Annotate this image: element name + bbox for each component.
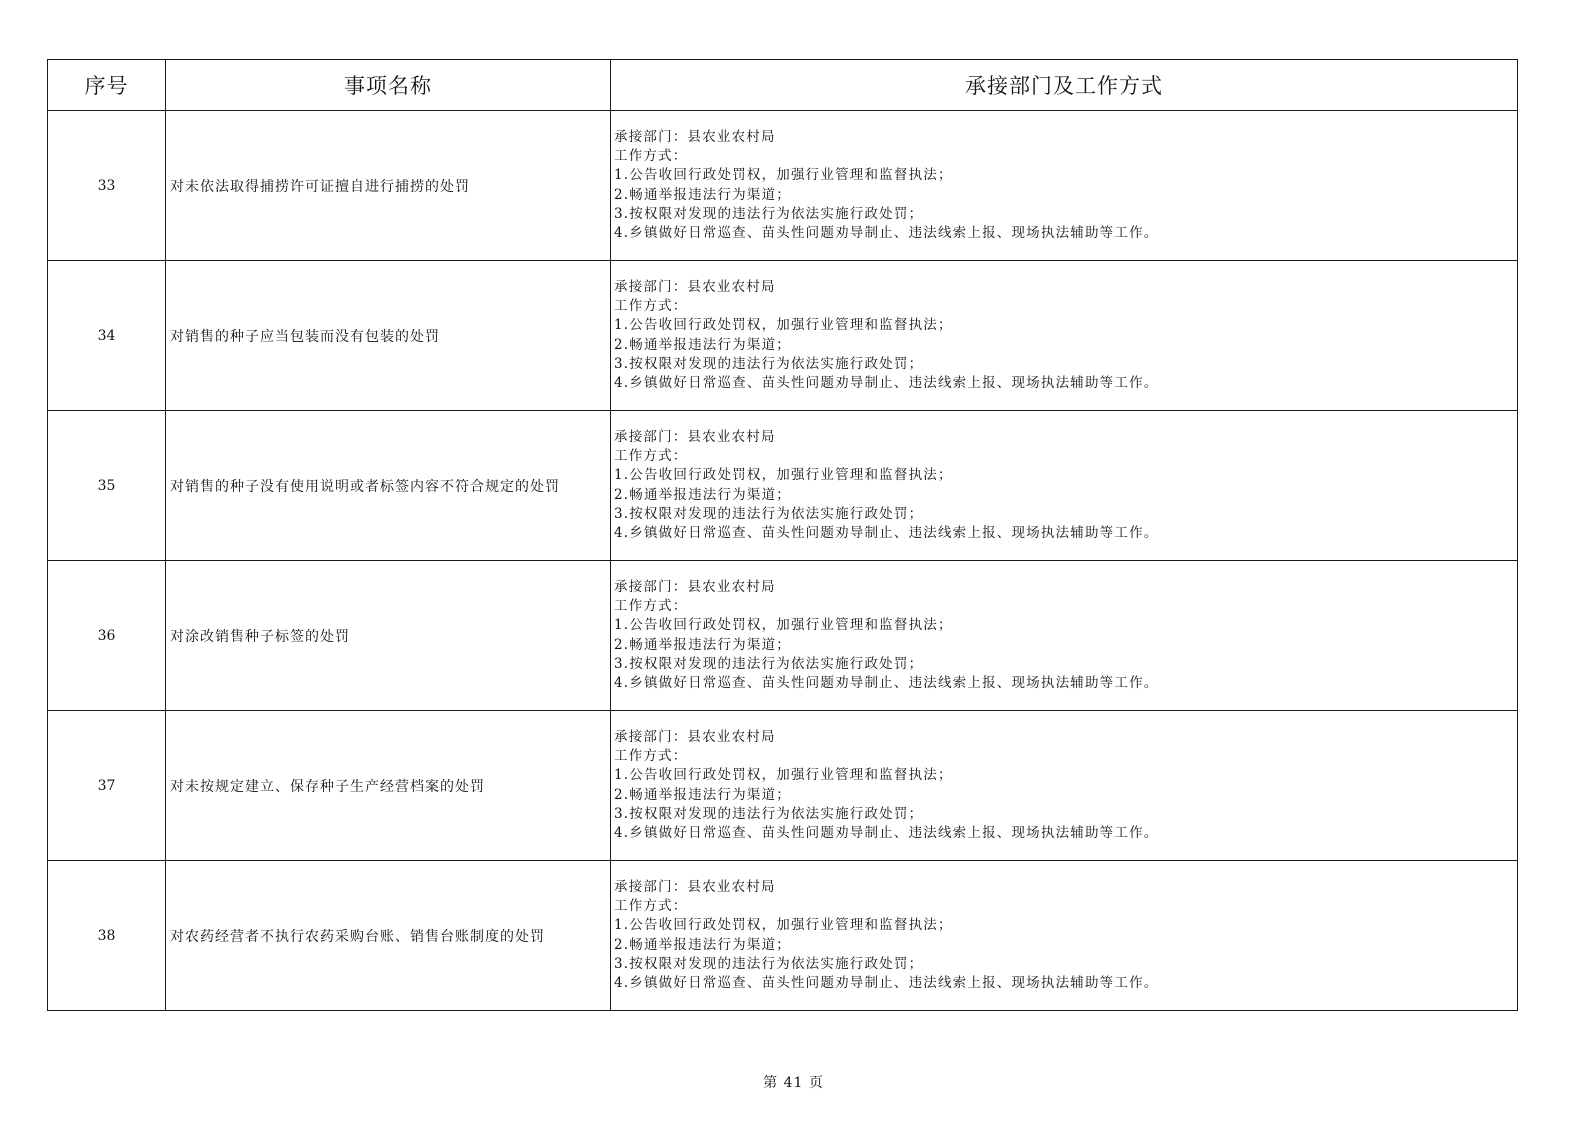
matter-name-cell: 对未依法取得捕捞许可证擅自进行捕捞的处罚	[166, 111, 611, 261]
matter-name-cell: 对销售的种子没有使用说明或者标签内容不符合规定的处罚	[166, 411, 611, 561]
dept-line: 3.按权限对发现的违法行为依法实施行政处罚；	[614, 955, 924, 972]
table-row	[48, 261, 1518, 411]
page-number: 第 41 页	[763, 1075, 824, 1091]
dept-line: 2.畅通举报违法行为渠道；	[614, 486, 791, 503]
table-body	[48, 111, 1518, 1011]
seq-cell: 38	[48, 861, 166, 1011]
seq-cell: 36	[48, 561, 166, 711]
seq-cell: 35	[48, 411, 166, 561]
matters-table	[47, 59, 1518, 1011]
seq-cell: 33	[48, 111, 166, 261]
table-row	[48, 111, 1518, 261]
dept-line: 承接部门：县农业农村局	[614, 428, 776, 445]
dept-line: 3.按权限对发现的违法行为依法实施行政处罚；	[614, 655, 924, 672]
dept-line: 2.畅通举报违法行为渠道；	[614, 186, 791, 203]
dept-line: 4.乡镇做好日常巡查、苗头性问题劝导制止、违法线索上报、现场执法辅助等工作。	[614, 524, 1159, 541]
dept-method-cell	[611, 561, 1518, 711]
dept-line: 1.公告收回行政处罚权，加强行业管理和监督执法；	[614, 167, 953, 184]
dept-line: 承接部门：县农业农村局	[614, 578, 776, 595]
dept-line: 4.乡镇做好日常巡查、苗头性问题劝导制止、违法线索上报、现场执法辅助等工作。	[614, 374, 1159, 391]
table-row	[48, 411, 1518, 561]
dept-line: 1.公告收回行政处罚权，加强行业管理和监督执法；	[614, 317, 953, 334]
dept-line: 1.公告收回行政处罚权，加强行业管理和监督执法；	[614, 617, 953, 634]
dept-method-cell	[611, 711, 1518, 861]
dept-line: 3.按权限对发现的违法行为依法实施行政处罚；	[614, 805, 924, 822]
header-seq: 序号	[48, 60, 166, 111]
matter-name-cell: 对销售的种子应当包装而没有包装的处罚	[166, 261, 611, 411]
table-header-row	[48, 60, 1518, 111]
matter-name-cell: 对涂改销售种子标签的处罚	[166, 561, 611, 711]
dept-method-cell	[611, 111, 1518, 261]
dept-line: 承接部门：县农业农村局	[614, 128, 776, 145]
header-name: 事项名称	[166, 60, 611, 111]
dept-line: 3.按权限对发现的违法行为依法实施行政处罚；	[614, 505, 924, 522]
dept-line: 4.乡镇做好日常巡查、苗头性问题劝导制止、违法线索上报、现场执法辅助等工作。	[614, 974, 1159, 991]
seq-cell: 37	[48, 711, 166, 861]
dept-line: 工作方式：	[614, 448, 688, 465]
matter-name-cell: 对农药经营者不执行农药采购台账、销售台账制度的处罚	[166, 861, 611, 1011]
dept-line: 2.畅通举报违法行为渠道；	[614, 936, 791, 953]
table-row	[48, 561, 1518, 711]
dept-method-cell	[611, 411, 1518, 561]
dept-method-cell	[611, 261, 1518, 411]
dept-line: 3.按权限对发现的违法行为依法实施行政处罚；	[614, 355, 924, 372]
dept-line: 工作方式：	[614, 148, 688, 165]
dept-line: 工作方式：	[614, 298, 688, 315]
dept-line: 2.畅通举报违法行为渠道；	[614, 336, 791, 353]
dept-line: 4.乡镇做好日常巡查、苗头性问题劝导制止、违法线索上报、现场执法辅助等工作。	[614, 674, 1159, 691]
dept-line: 4.乡镇做好日常巡查、苗头性问题劝导制止、违法线索上报、现场执法辅助等工作。	[614, 224, 1159, 241]
dept-line: 工作方式：	[614, 898, 688, 915]
dept-line: 工作方式：	[614, 748, 688, 765]
table-row	[48, 861, 1518, 1011]
dept-line: 承接部门：县农业农村局	[614, 878, 776, 895]
dept-line: 2.畅通举报违法行为渠道；	[614, 636, 791, 653]
dept-line: 1.公告收回行政处罚权，加强行业管理和监督执法；	[614, 467, 953, 484]
dept-line: 承接部门：县农业农村局	[614, 278, 776, 295]
dept-method-cell	[611, 861, 1518, 1011]
dept-line: 3.按权限对发现的违法行为依法实施行政处罚；	[614, 205, 924, 222]
dept-line: 4.乡镇做好日常巡查、苗头性问题劝导制止、违法线索上报、现场执法辅助等工作。	[614, 824, 1159, 841]
matter-name-cell: 对未按规定建立、保存种子生产经营档案的处罚	[166, 711, 611, 861]
dept-line: 承接部门：县农业农村局	[614, 728, 776, 745]
dept-line: 2.畅通举报违法行为渠道；	[614, 786, 791, 803]
header-dept: 承接部门及工作方式	[611, 60, 1518, 111]
dept-line: 1.公告收回行政处罚权，加强行业管理和监督执法；	[614, 917, 953, 934]
dept-line: 1.公告收回行政处罚权，加强行业管理和监督执法；	[614, 767, 953, 784]
table-row	[48, 711, 1518, 861]
seq-cell: 34	[48, 261, 166, 411]
dept-line: 工作方式：	[614, 598, 688, 615]
